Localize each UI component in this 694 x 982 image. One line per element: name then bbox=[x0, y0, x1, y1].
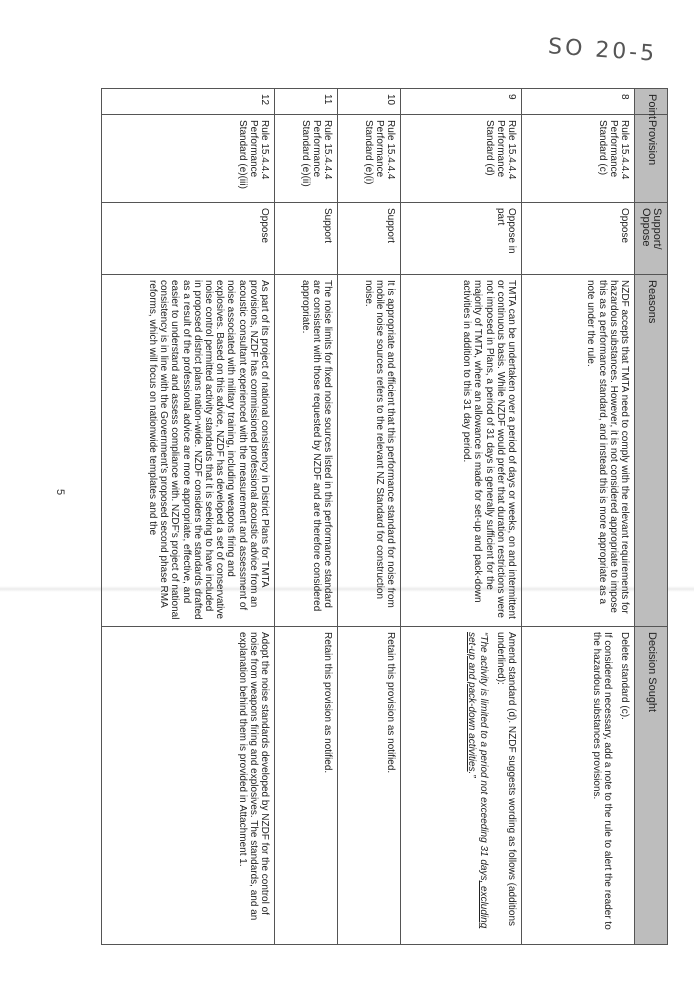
header-point: Point bbox=[635, 89, 668, 115]
cell-provision: Rule 15.4.4.4 Performance Standard (e)(ii) bbox=[275, 115, 338, 203]
cell-decision bbox=[401, 627, 522, 945]
quote-underlined-addition: , excluding set-up and pack-down activities bbox=[466, 632, 489, 929]
cell-reasons: TMTA can be undertaken over a period of days or weeks, on and intermittent or continuous basis. While NZDF would prefer that duration restrictions were not imposed in Plans, a period of 31 days is generally sufficient for the majority of TMTA, where an allowance is made for set-up and pack-down activities in addition to this 31 day period. bbox=[401, 275, 522, 627]
decision-quote bbox=[466, 632, 488, 939]
page-number: 5 bbox=[54, 488, 67, 496]
table-row bbox=[102, 89, 275, 945]
handwritten-reference-stamp: SO 20-5 bbox=[547, 34, 658, 67]
table-row bbox=[401, 89, 522, 945]
decision-paragraph: Retain this provision as notified. bbox=[385, 632, 396, 774]
cell-decision bbox=[338, 627, 401, 945]
table-row bbox=[338, 89, 401, 945]
header-support: Support/ Oppose bbox=[635, 203, 668, 275]
decision-paragraph: If considered necessary, add a note to the rule to alert the reader to the hazardous substances provisions. bbox=[590, 632, 613, 930]
cell-decision bbox=[522, 627, 635, 945]
table-row bbox=[275, 89, 338, 945]
cell-support: Support bbox=[338, 203, 401, 275]
cell-support: Support bbox=[275, 203, 338, 275]
cell-reasons: As part of its project of national consistency in District Plans for TMTA provisions, NZDF has commissioned professional acoustic advice from an acoustic consultant experienced with the measurement and assessment of noise associated with military training, including weapons firing and explosives. Based on this advice, NZDF has developed a set of conservative noise control permitted activity standards that it is seeking to have included in proposed district plans nation-wide. NZDF considers the standards drafted as a result of the professional advice are more appropriate, effective, and easier to understand and assess compliance with. NZDF’s project of national consistency is in line with the Government’s proposed second phase RMA reforms, which will focus on nationwide templates and the bbox=[102, 275, 275, 627]
cell-decision bbox=[275, 627, 338, 945]
header-decision: Decision Sought bbox=[635, 627, 668, 945]
submission-table bbox=[101, 88, 668, 945]
decision-paragraph: Delete standard (c). bbox=[619, 632, 630, 720]
cell-support: Oppose in part bbox=[401, 203, 522, 275]
decision-paragraph: Amend standard (d). NZDF suggests wording as follows (additions underlined): bbox=[494, 632, 517, 927]
cell-support: Oppose bbox=[102, 203, 275, 275]
header-provision: Provision bbox=[635, 115, 668, 203]
table-row bbox=[522, 89, 635, 945]
cell-provision: Rule 15.4.4.4 Performance Standard (c) bbox=[522, 115, 635, 203]
decision-paragraph: Adopt the noise standards developed by NZDF for the control of noise from weapons firing and explosives. The standards, and an explanation behind them is provided in Attachment 1. bbox=[236, 632, 270, 921]
quote-text: “The activity is limited to a period not exceeding 31 days bbox=[477, 632, 489, 881]
cell-reasons: It is appropriate and efficient that this performance standard for noise from mobile noise sources refers to the relevant NZ Standard for construction noise. bbox=[338, 275, 401, 627]
header-reasons: Reasons bbox=[635, 275, 668, 627]
cell-reasons: The noise limits for fixed noise sources listed in this performance standard are consistent with those requested by NZDF and are therefore considered appropriate. bbox=[275, 275, 338, 627]
cell-point: 11 bbox=[275, 89, 338, 115]
cell-provision: Rule 15.4.4.4 Performance Standard (d) bbox=[401, 115, 522, 203]
cell-provision: Rule 15.4.4.4 Performance Standard (e)(iii) bbox=[102, 115, 275, 203]
decision-paragraph: Retain this provision as notified. bbox=[322, 632, 333, 774]
cell-point: 8 bbox=[522, 89, 635, 115]
cell-point: 10 bbox=[338, 89, 401, 115]
quote-end: .” bbox=[466, 771, 478, 778]
rotated-submission-table bbox=[90, 88, 668, 944]
cell-decision bbox=[102, 627, 275, 945]
cell-provision: Rule 15.4.4.4 Performance Standard (e)(i) bbox=[338, 115, 401, 203]
cell-point: 9 bbox=[401, 89, 522, 115]
cell-support: Oppose bbox=[522, 203, 635, 275]
cell-point: 12 bbox=[102, 89, 275, 115]
cell-reasons: NZDF accepts that TMTA need to comply with the relevant requirements for hazardous substances. However, it is not considered appropriate to impose this as a performance standard, and instead this is more appropriate as a note under the rule. bbox=[522, 275, 635, 627]
table-header-row bbox=[635, 89, 668, 945]
